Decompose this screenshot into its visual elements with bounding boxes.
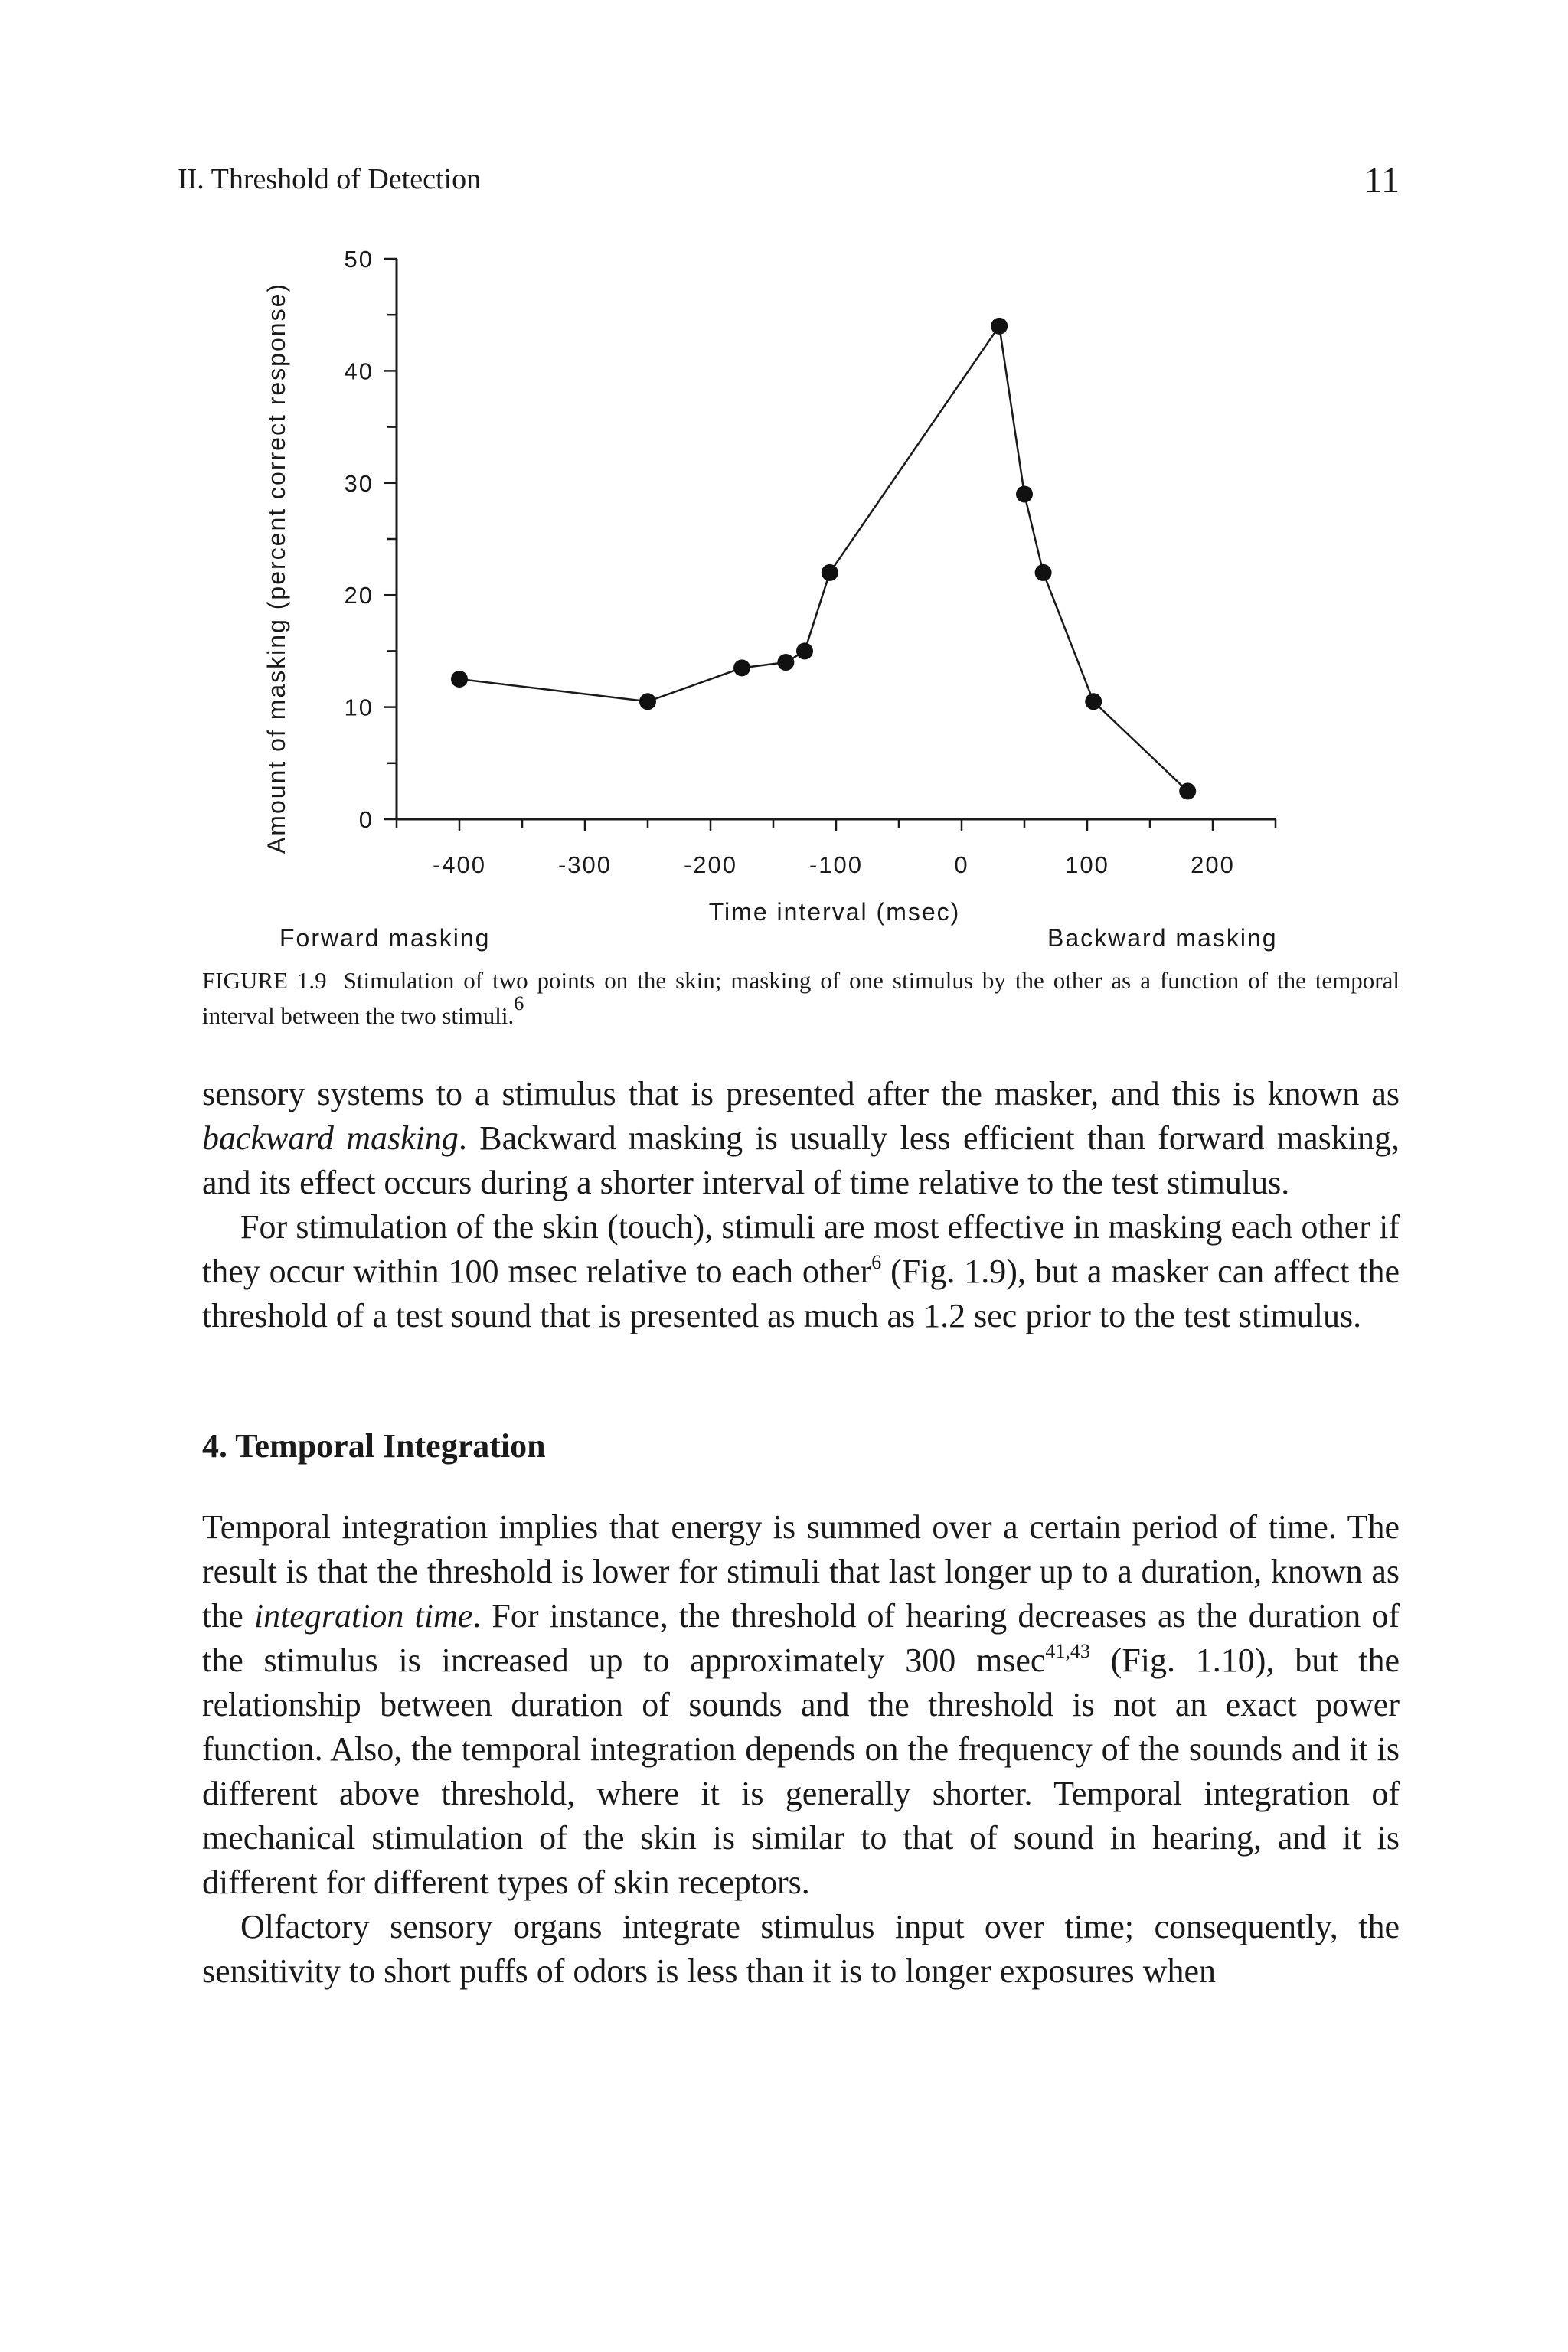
data-point (991, 318, 1008, 335)
x-tick-label: -300 (557, 851, 612, 878)
running-title: II. Threshold of Detection (178, 163, 482, 195)
paragraph-1 (202, 1072, 1400, 1205)
paragraph-3-text-c: (Fig. 1.10), but the relationship between duration of sounds and the threshold is not an exact power function. Also, the temporal integration depends on the frequency of the sounds and it is different above threshold, where it is generally shorter. Temporal integration of mechanical stimulation of the skin is similar to that of sound in hearing, and it is different for different types of skin receptors. (202, 1642, 1400, 1901)
paragraph-2 (202, 1205, 1400, 1338)
x-tick-label: 100 (1065, 851, 1109, 878)
data-point (639, 693, 656, 710)
data-point (733, 659, 750, 676)
paragraph-3-text-b: . For instance, the threshold of hearing decreases as the duration of the stimulus is increased up to approximately 300 msec (202, 1597, 1400, 1679)
figure-label: FIGURE 1.9 (202, 967, 327, 994)
backward-masking-label: Backward masking (1047, 924, 1278, 952)
masking-chart (0, 0, 1568, 965)
y-tick-label: 40 (344, 358, 374, 385)
x-tick-label: -200 (683, 851, 738, 878)
paragraph-1-text-b: . Backward masking is usually less efficient than forward masking, and its effect occurs during a shorter interval of time relative to the test stimulus. (202, 1119, 1400, 1201)
data-point (1035, 564, 1052, 581)
chart-axes (345, 246, 1276, 878)
data-point (451, 671, 468, 688)
data-point (1016, 485, 1033, 502)
forward-masking-label: Forward masking (279, 924, 491, 952)
x-tick-label: 0 (954, 851, 969, 878)
data-point (1085, 693, 1102, 710)
figure-1-9 (0, 0, 1568, 965)
paragraph-3-text-a: Temporal integration implies that energy is summed over a certain period of time. The result is that the threshold is lower for stimuli that last longer up to a duration, known as the (202, 1508, 1400, 1635)
y-tick-label: 0 (358, 806, 374, 833)
y-tick-label: 10 (344, 694, 374, 721)
data-point (822, 564, 838, 581)
paragraph-2-text-a: For stimulation of the skin (touch), stimuli are most effective in masking each other if they occur within 100 msec relative to each other (202, 1208, 1400, 1290)
chart-marks (451, 318, 1196, 800)
paragraph-2-reference: 6 (871, 1251, 882, 1273)
data-point (796, 642, 813, 659)
paragraph-4: Olfactory sensory organs integrate stimulus input over time; consequently, the sensitivity to short puffs of odors is less than it is to longer exposures when (202, 1908, 1400, 1990)
caption-text: Stimulation of two points on the skin; masking of one stimulus by the other as a function of the temporal interval between the two stimuli. (202, 967, 1400, 1029)
body-text (202, 1072, 1400, 1994)
paragraph-2-text-b: (Fig. 1.9), but a masker can affect the threshold of a test sound that is presented as much as 1.2 sec prior to the test stimulus. (202, 1253, 1400, 1334)
y-tick-label: 20 (344, 582, 374, 609)
caption-reference: 6 (514, 992, 524, 1014)
paragraph-3 (202, 1505, 1400, 1905)
figure-caption (202, 963, 1400, 1034)
x-tick-label: -100 (808, 851, 864, 878)
y-tick-label: 30 (344, 469, 374, 497)
series-line-masking (459, 326, 1187, 792)
data-point (1179, 782, 1196, 799)
paragraph-1-text-a: sensory systems to a stimulus that is presented after the masker, and this is known as (202, 1075, 1400, 1112)
y-axis-title: Amount of masking (percent correct response) (263, 282, 290, 854)
paragraph-3-reference: 41,43 (1045, 1640, 1090, 1662)
x-tick-label: -400 (432, 851, 487, 878)
x-axis-title: Time interval (msec) (708, 898, 961, 926)
section-heading: 4. Temporal Integration (202, 1427, 546, 1465)
x-tick-label: 200 (1191, 851, 1235, 878)
paragraph-3-emphasis: integration time (253, 1597, 473, 1635)
page-number: 11 (1364, 160, 1400, 201)
data-point (777, 654, 794, 671)
paragraph-1-emphasis: backward masking (202, 1119, 459, 1157)
y-tick-label: 50 (344, 246, 374, 273)
